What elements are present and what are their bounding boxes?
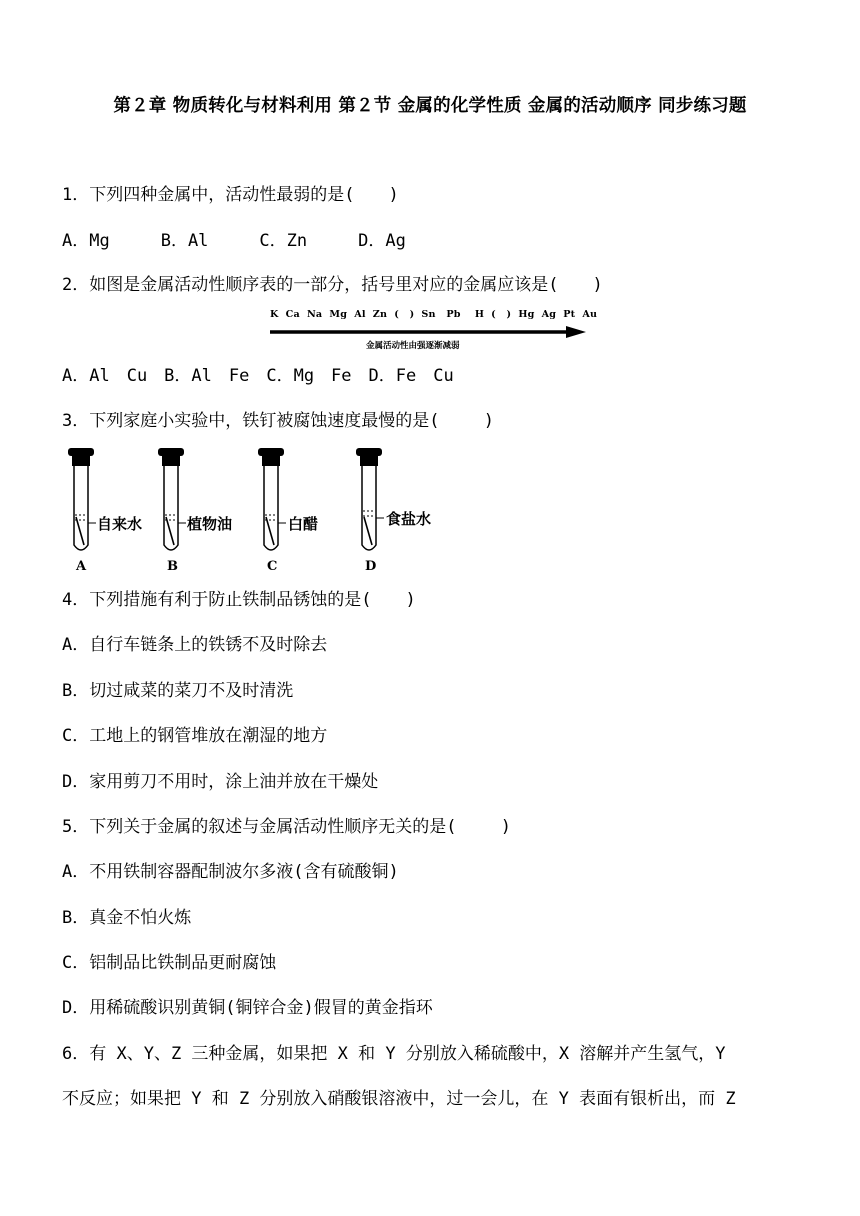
question-5-option-d: D．用稀硫酸识别黄铜(铜锌合金)假冒的黄金指环 — [62, 998, 433, 1018]
tube-a-label: 自来水 — [97, 515, 143, 533]
tube-b-label: 植物油 — [187, 515, 233, 533]
question-4-option-b: B．切过咸菜的菜刀不及时清洗 — [62, 681, 294, 701]
test-tube-b — [158, 448, 186, 550]
test-tube-d — [356, 448, 384, 550]
test-tube-a — [68, 448, 96, 550]
tube-c-letter: C — [267, 559, 278, 574]
page-title: 第２章 物质转化与材料利用 第２节 金属的化学性质 金属的活动顺序 同步练习题 — [113, 96, 747, 116]
question-4-option-a: A．自行车链条上的铁锈不及时除去 — [62, 635, 328, 655]
question-4-option-c: C．工地上的钢管堆放在潮湿的地方 — [62, 726, 328, 746]
question-5-option-c: C．铝制品比铁制品更耐腐蚀 — [62, 953, 277, 973]
tube-d-letter: D — [365, 559, 377, 574]
question-6-line-1: 6．有 X、Y、Z 三种金属，如果把 X 和 Y 分别放入稀硫酸中，X 溶解并产生氢气，Y — [62, 1044, 726, 1064]
question-2-stem: 2．如图是金属活动性顺序表的一部分，括号里对应的金属应该是( ) — [62, 275, 603, 295]
question-5-stem: 5．下列关于金属的叙述与金属活动性顺序无关的是( ) — [62, 817, 511, 837]
tube-d-label: 食盐水 — [386, 510, 432, 528]
activity-series-caption: 金属活动性由强逐渐减弱 — [366, 341, 460, 351]
question-4-stem: 4．下列措施有利于防止铁制品锈蚀的是( ) — [62, 590, 416, 610]
test-tube-c — [258, 448, 286, 550]
activity-series-figure — [268, 309, 598, 357]
question-1-options: A．Mg B．Al C．Zn D．Ag — [62, 231, 406, 251]
tube-b-letter: B — [167, 559, 178, 574]
question-3-stem: 3．下列家庭小实验中，铁钉被腐蚀速度最慢的是( ) — [62, 411, 494, 431]
tube-a-letter: A — [76, 559, 87, 574]
question-6-line-2: 不反应；如果把 Y 和 Z 分别放入硝酸银溶液中，过一会儿，在 Y 表面有银析出，而 Z — [62, 1089, 736, 1109]
question-4-option-d: D．家用剪刀不用时，涂上油并放在干燥处 — [62, 772, 379, 792]
activity-series-metals: K Ca Na Mg Al Zn ( ) Sn Pb H ( ) Hg Ag Pt Au — [270, 309, 598, 320]
test-tubes-figure — [60, 445, 480, 580]
question-2-options: A．Al Cu B．Al Fe C．Mg Fe D．Fe Cu — [62, 366, 454, 386]
question-1-stem: 1．下列四种金属中，活动性最弱的是( ) — [62, 185, 399, 205]
question-5-option-b: B．真金不怕火炼 — [62, 908, 192, 928]
tube-c-label: 白醋 — [288, 515, 319, 533]
question-5-option-a: A．不用铁制容器配制波尔多液(含有硫酸铜) — [62, 862, 399, 882]
